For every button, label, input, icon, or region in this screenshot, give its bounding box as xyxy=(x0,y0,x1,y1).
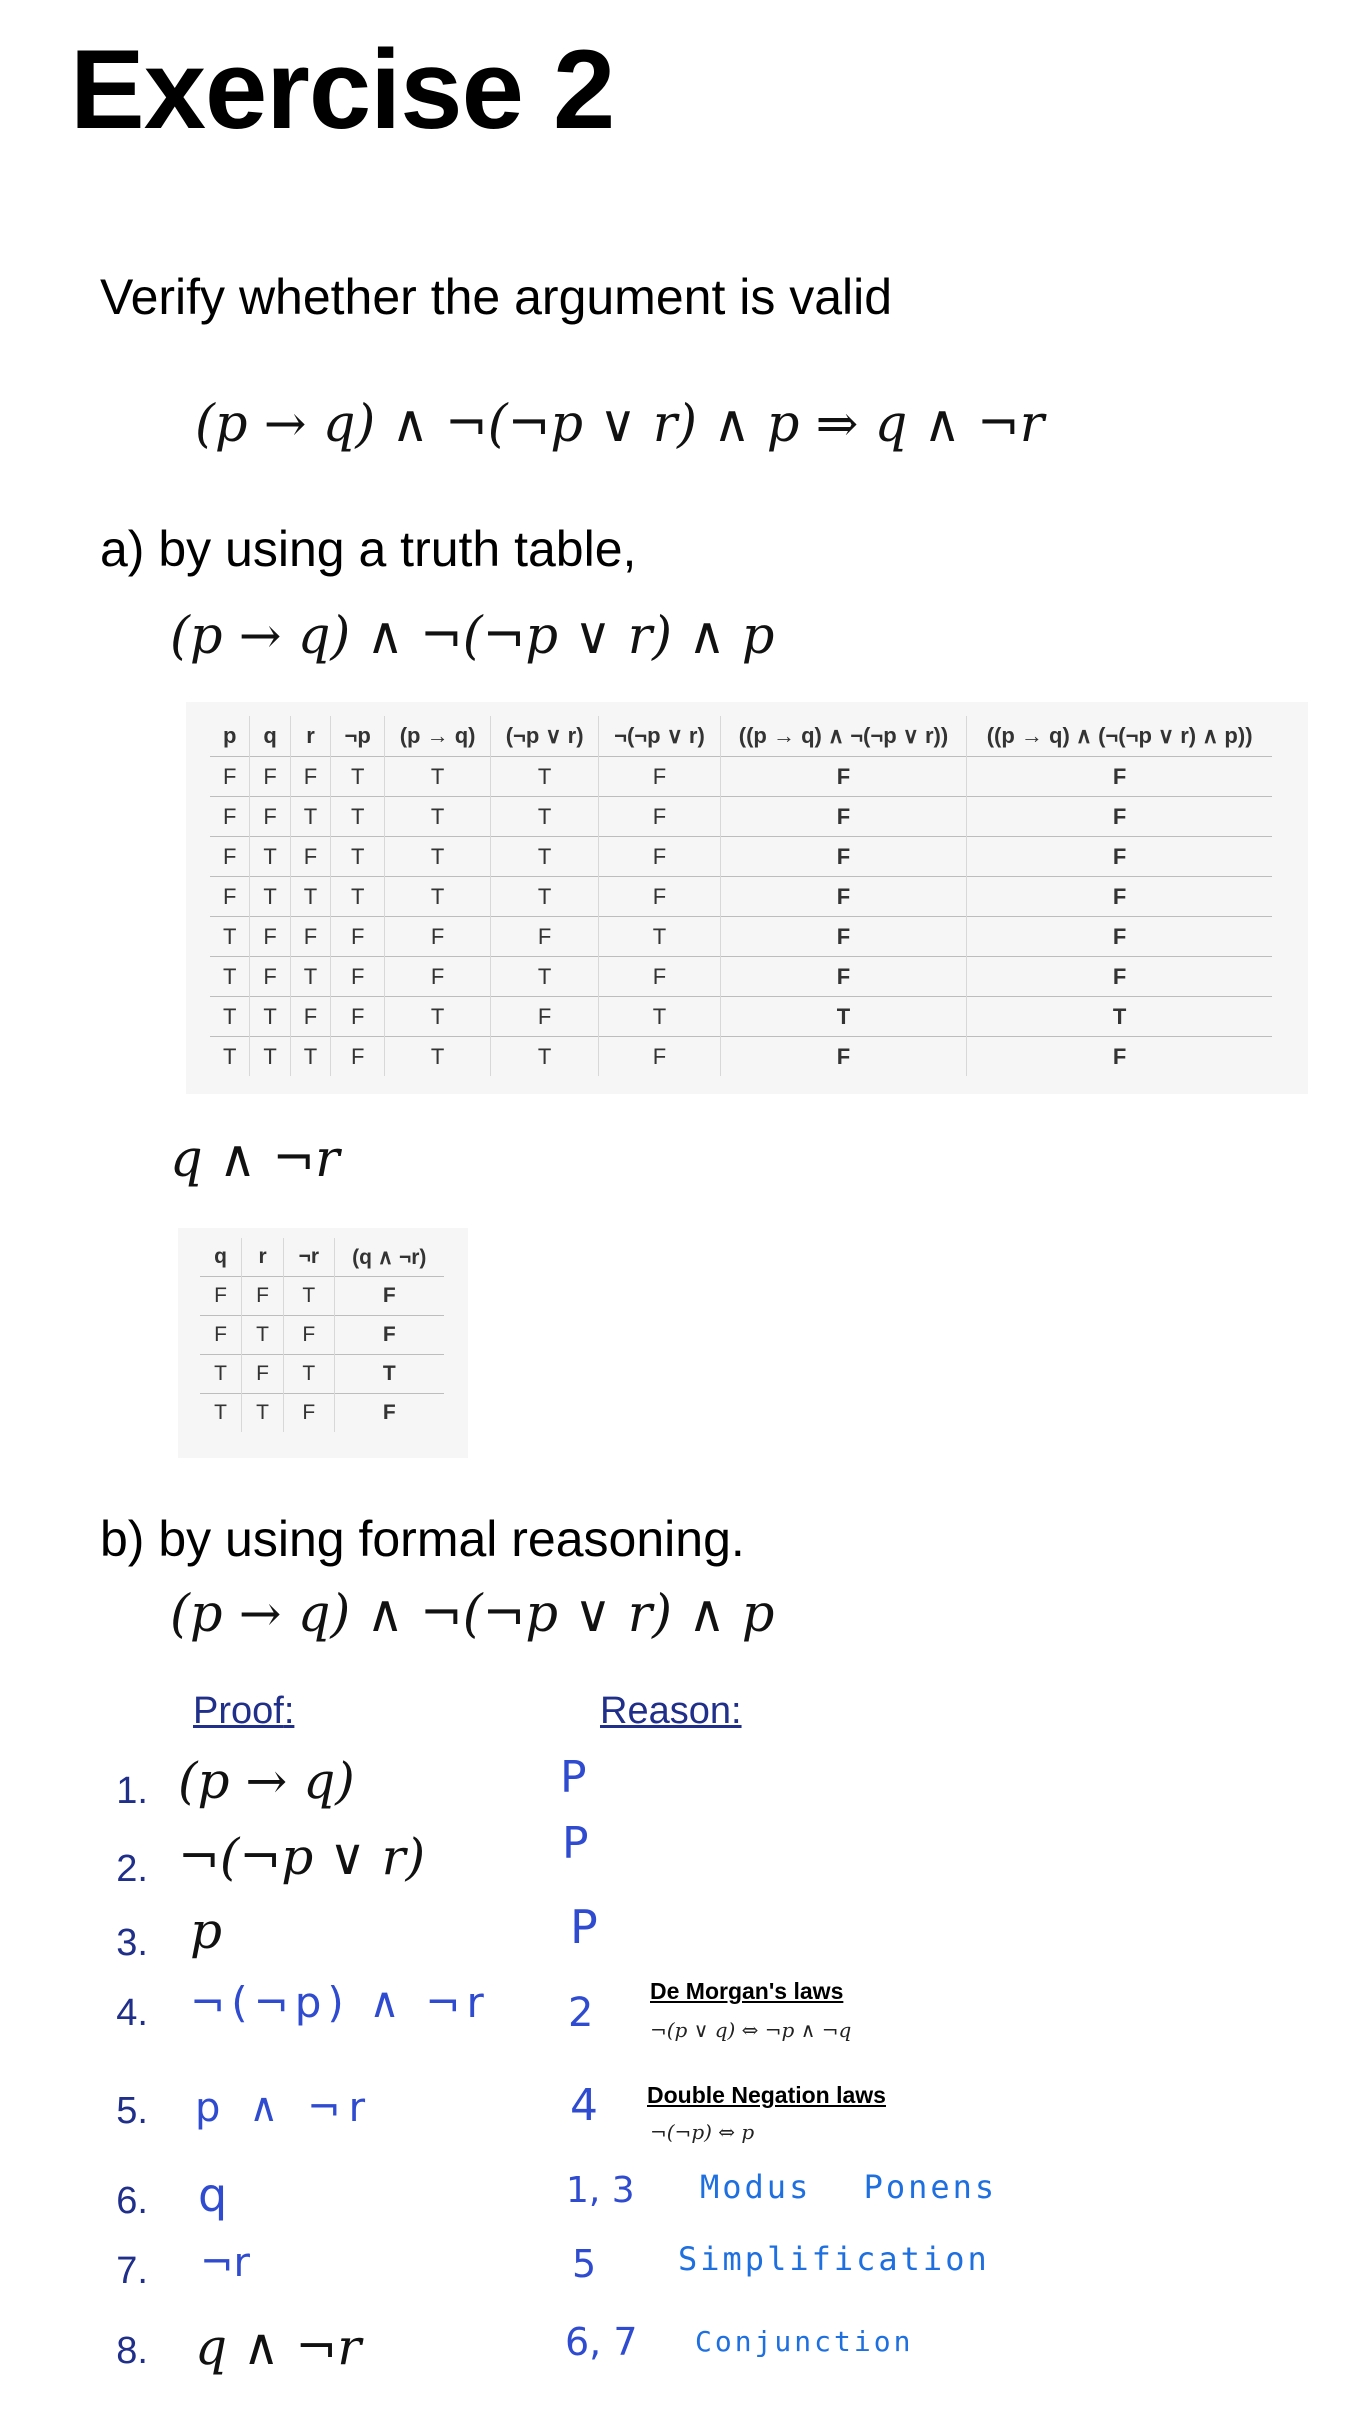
table-row xyxy=(200,1355,444,1394)
table-cell: T xyxy=(599,997,721,1037)
table-cell: F xyxy=(242,1355,284,1394)
table-cell: F xyxy=(334,1277,444,1316)
step-reason: 4 xyxy=(570,2080,598,2131)
reasoning-formula: (p → q) ∧ ¬(¬p ∨ r) ∧ p xyxy=(170,1585,775,1644)
table-cell: F xyxy=(967,877,1272,917)
table-cell: F xyxy=(331,997,385,1037)
table-row xyxy=(200,1277,444,1316)
table-cell: F xyxy=(250,797,290,837)
table-cell: F xyxy=(491,997,599,1037)
table-row xyxy=(210,957,1272,997)
conjunction-note: Conjunction xyxy=(695,2325,914,2358)
column-header: ¬r xyxy=(284,1238,335,1277)
proof-heading xyxy=(193,1690,294,1733)
step-statement: ¬(¬p ∨ r) xyxy=(178,1828,426,1886)
column-header: q xyxy=(214,1245,227,1268)
table-row xyxy=(200,1394,444,1433)
instruction-text: Verify whether the argument is valid xyxy=(100,269,893,325)
modus-ponens-note: Modus Ponens xyxy=(700,2168,998,2206)
table-cell: F xyxy=(250,957,290,997)
table-cell: F xyxy=(720,877,966,917)
table-cell: T xyxy=(599,917,721,957)
table-cell: F xyxy=(967,837,1272,877)
table-cell: T xyxy=(242,1316,284,1355)
table-cell: T xyxy=(210,917,250,957)
table-cell: F xyxy=(967,957,1272,997)
part-b-heading: b) by using formal reasoning. xyxy=(100,1511,745,1567)
table-cell: T xyxy=(250,1037,290,1077)
de-morgan-title: De Morgan's laws xyxy=(650,1978,844,2004)
table-row xyxy=(210,797,1272,837)
table-row xyxy=(210,837,1272,877)
step-reason: P xyxy=(560,1752,587,1803)
step-reason: P xyxy=(570,1900,598,1954)
table-cell: F xyxy=(284,1394,335,1433)
step-number: 4. xyxy=(116,1992,148,2034)
page-title: Exercise 2 xyxy=(70,27,615,152)
table-cell: F xyxy=(210,757,250,797)
table-cell: F xyxy=(290,757,330,797)
conclusion-truth-table-panel xyxy=(178,1228,468,1458)
column-header: ¬(¬p ∨ r) xyxy=(599,716,721,757)
table-row xyxy=(200,1316,444,1355)
table-cell: F xyxy=(599,877,721,917)
table-cell: T xyxy=(331,877,385,917)
reason-label: Reason xyxy=(600,1690,731,1732)
double-negation-title: Double Negation laws xyxy=(647,2082,886,2108)
table-cell: F xyxy=(200,1316,242,1355)
conclusion-formula: q ∧ ¬r xyxy=(170,1130,340,1189)
table-cell: F xyxy=(599,957,721,997)
step-number: 3. xyxy=(116,1922,148,1964)
reason-heading xyxy=(600,1690,742,1733)
simplification-note: Simplification xyxy=(678,2240,990,2278)
table-cell: F xyxy=(331,957,385,997)
table-cell: F xyxy=(967,1037,1272,1077)
table-cell: T xyxy=(491,757,599,797)
table-cell: T xyxy=(491,957,599,997)
table-cell: F xyxy=(284,1316,335,1355)
table-cell: F xyxy=(599,797,721,837)
table-cell: T xyxy=(331,837,385,877)
column-header: (q ∧ ¬r) xyxy=(334,1238,444,1277)
table-cell: F xyxy=(250,917,290,957)
table-cell: T xyxy=(210,997,250,1037)
table-cell: T xyxy=(242,1394,284,1433)
step-statement: p xyxy=(190,1902,223,1960)
table-cell: T xyxy=(334,1355,444,1394)
table-cell: T xyxy=(284,1277,335,1316)
table-cell: F xyxy=(250,757,290,797)
table-cell: T xyxy=(290,1037,330,1077)
table-cell: T xyxy=(200,1355,242,1394)
table-cell: T xyxy=(290,877,330,917)
step-number: 2. xyxy=(116,1848,148,1890)
table-cell: F xyxy=(967,797,1272,837)
table-cell: T xyxy=(720,997,966,1037)
step-reason: 5 xyxy=(572,2242,597,2286)
table-cell: F xyxy=(720,797,966,837)
step-statement: (p → q) xyxy=(178,1752,355,1810)
table-cell: F xyxy=(720,957,966,997)
step-statement: ¬(¬p) ∧ ¬r xyxy=(190,1978,490,2027)
step-reason: 1, 3 xyxy=(566,2170,635,2211)
table-cell: F xyxy=(331,1037,385,1077)
table-cell: F xyxy=(967,917,1272,957)
column-header: q xyxy=(250,716,290,757)
part-a-heading: a) by using a truth table, xyxy=(100,521,637,577)
table-cell: F xyxy=(210,797,250,837)
step-reason: 6, 7 xyxy=(565,2320,638,2364)
table-cell: F xyxy=(331,917,385,957)
table-cell: T xyxy=(200,1394,242,1433)
step-reason: P xyxy=(562,1818,589,1869)
table-cell: F xyxy=(334,1394,444,1433)
column-header: p xyxy=(222,723,237,748)
step-statement: ¬r xyxy=(200,2240,250,2286)
column-header: ((p → q) ∧ ¬(¬p ∨ r)) xyxy=(720,716,966,757)
step-number: 1. xyxy=(116,1770,148,1812)
table-cell: F xyxy=(967,757,1272,797)
table-cell: F xyxy=(200,1277,242,1316)
table-row xyxy=(210,997,1272,1037)
table-cell: F xyxy=(599,1037,721,1077)
step-statement: q xyxy=(198,2168,228,2222)
table-cell: F xyxy=(210,837,250,877)
argument-formula: (p → q) ∧ ¬(¬p ∨ r) ∧ p ⇒ q ∧ ¬r xyxy=(195,395,1045,454)
table-cell: T xyxy=(250,997,290,1037)
table-cell: T xyxy=(385,997,491,1037)
table-cell: F xyxy=(599,837,721,877)
table-cell: T xyxy=(250,837,290,877)
table-cell: T xyxy=(250,877,290,917)
table-cell: F xyxy=(385,917,491,957)
table-cell: T xyxy=(331,797,385,837)
proof-label: Proof xyxy=(193,1690,284,1732)
table-cell: F xyxy=(599,757,721,797)
table-cell: F xyxy=(491,917,599,957)
step-statement: q ∧ ¬r xyxy=(195,2318,362,2376)
column-header: r xyxy=(242,1238,284,1277)
table-row xyxy=(210,1037,1272,1077)
step-number: 8. xyxy=(116,2330,148,2372)
table-cell: T xyxy=(491,797,599,837)
step-number: 5. xyxy=(116,2090,148,2132)
column-header: ¬p xyxy=(331,716,385,757)
conclusion-truth-table xyxy=(200,1238,444,1432)
table-cell: T xyxy=(967,997,1272,1037)
table-cell: T xyxy=(491,837,599,877)
column-header: r xyxy=(290,716,330,757)
table-cell: T xyxy=(290,797,330,837)
table-cell: F xyxy=(210,877,250,917)
table-row xyxy=(210,877,1272,917)
step-statement: p ∧ ¬r xyxy=(195,2085,374,2131)
reason-colon: : xyxy=(730,1690,742,1732)
table-cell: T xyxy=(284,1355,335,1394)
table-cell: F xyxy=(720,917,966,957)
premise-formula: (p → q) ∧ ¬(¬p ∨ r) ∧ p xyxy=(170,607,775,666)
step-reason: 2 xyxy=(568,1990,594,2036)
column-header: ((p → q) ∧ (¬(¬p ∨ r) ∧ p)) xyxy=(967,716,1272,757)
table-cell: F xyxy=(385,957,491,997)
premise-truth-table-panel xyxy=(186,702,1308,1094)
table-cell: F xyxy=(290,837,330,877)
table-cell: T xyxy=(385,757,491,797)
table-cell: T xyxy=(385,1037,491,1077)
table-cell: T xyxy=(491,1037,599,1077)
table-cell: T xyxy=(385,797,491,837)
table-cell: T xyxy=(210,957,250,997)
table-cell: T xyxy=(385,837,491,877)
double-negation-formula: ¬(¬p) ⇔ p xyxy=(650,2120,755,2144)
table-cell: T xyxy=(491,877,599,917)
proof-colon: : xyxy=(283,1690,295,1732)
column-header: (¬p ∨ r) xyxy=(491,716,599,757)
step-number: 7. xyxy=(116,2250,148,2292)
premise-truth-table xyxy=(210,716,1272,1076)
table-row xyxy=(210,757,1272,797)
table-cell: F xyxy=(334,1316,444,1355)
de-morgan-formula: ¬(p ∨ q) ⇔ ¬p ∧ ¬q xyxy=(650,2018,852,2042)
column-header: (p → q) xyxy=(385,716,491,757)
table-cell: T xyxy=(290,957,330,997)
table-cell: T xyxy=(331,757,385,797)
table-row xyxy=(210,917,1272,957)
step-number: 6. xyxy=(116,2180,148,2222)
table-cell: T xyxy=(210,1037,250,1077)
table-cell: F xyxy=(720,757,966,797)
table-cell: F xyxy=(720,837,966,877)
table-cell: F xyxy=(242,1277,284,1316)
table-cell: F xyxy=(720,1037,966,1077)
table-cell: F xyxy=(290,997,330,1037)
table-cell: F xyxy=(290,917,330,957)
table-cell: T xyxy=(385,877,491,917)
